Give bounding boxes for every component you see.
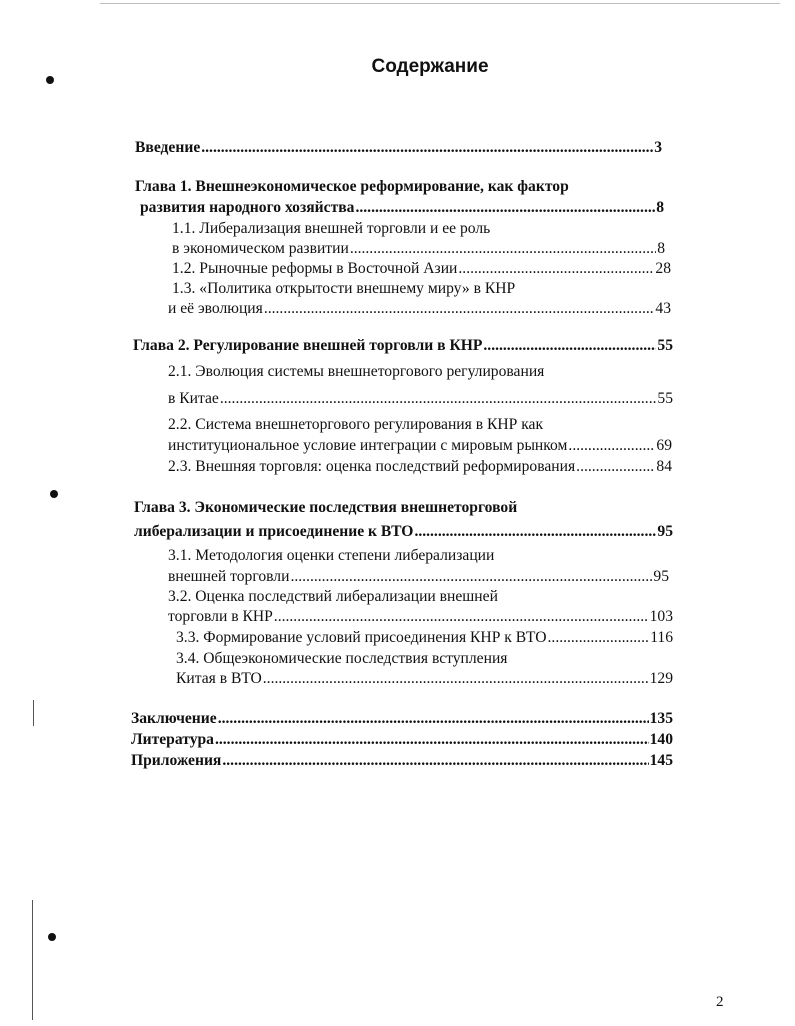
toc-entry-appendix[interactable] [131,751,673,771]
toc-entry-label: внешней торговли [168,568,290,585]
toc-entry-chapter3[interactable] [134,522,673,542]
leader-dots [222,751,648,771]
leader-dots [350,239,656,259]
chapter1-title-line1[interactable]: Глава 1. Внешнеэкономическое реформирование, как фактор [135,178,569,195]
leader-dots [201,138,653,158]
toc-page-number: 55 [657,337,673,354]
scan-edge-mark [33,700,34,726]
leader-dots [263,669,649,689]
toc-entry-chapter2[interactable] [133,336,673,356]
toc-entry-label: Литература [131,731,214,748]
section-1-3-line1[interactable]: 1.3. «Политика открытости внешнему миру» в КНР [172,280,516,297]
section-3-4-line1[interactable]: 3.4. Общеэкономические последствия вступления [176,650,508,667]
toc-entry-label: и её эволюция [168,300,263,317]
toc-page-number: 28 [655,260,671,277]
page-title: Содержание [371,56,489,77]
toc-entry-section-1-3[interactable] [168,299,671,319]
toc-entry-section-3-1[interactable] [168,567,669,587]
toc-entry-section-3-2[interactable] [168,607,673,627]
toc-page-number: 135 [649,710,673,727]
leader-dots [218,709,649,729]
toc-page-number: 129 [649,670,673,687]
toc-entry-label: либерализации и присоединение к ВТО [134,523,414,540]
toc-entry-label: 1.2. Рыночные реформы в Восточной Азии [172,260,458,277]
toc-page-number: 116 [650,629,673,646]
toc-entry-label: в экономическом развитии [172,240,349,257]
toc-entry-label: в Китае [168,390,219,407]
chapter3-title-line1[interactable]: Глава 3. Экономические последствия внешнеторговой [134,499,518,516]
page-number: 2 [716,994,724,1010]
toc-page-number: 43 [655,300,671,317]
toc-entry-section-2-1[interactable] [168,389,673,409]
leader-dots [414,522,656,542]
toc-entry-chapter1[interactable] [140,198,664,218]
toc-page-number: 3 [654,139,662,156]
toc-entry-section-3-3[interactable] [176,628,673,648]
toc-entry-label: Приложения [131,752,222,769]
toc-entry-section-1-1[interactable] [172,239,665,259]
leader-dots [274,607,649,627]
toc-entry-label: институциональное условие интеграции с мировым рынком [168,437,568,454]
leader-dots [215,730,649,750]
toc-entry-section-1-2[interactable] [172,259,671,279]
leader-dots [355,198,655,218]
leader-dots [220,389,657,409]
toc-page-number: 8 [656,199,664,216]
toc-entry-label: Глава 2. Регулирование внешней торговли в КНР [133,337,483,354]
scan-edge-mark [32,900,33,1020]
leader-dots [458,259,654,279]
leader-dots [483,336,656,356]
section-2-2-line1[interactable]: 2.2. Система внешнеторгового регулирования в КНР как [168,416,544,433]
leader-dots [548,628,650,648]
toc-page-number: 8 [657,240,665,257]
punch-hole-speck [46,76,54,84]
punch-hole-speck [50,490,58,498]
section-2-1-line1[interactable]: 2.1. Эволюция системы внешнеторгового регулирования [168,363,545,380]
section-3-2-line1[interactable]: 3.2. Оценка последствий либерализации внешней [168,588,498,605]
leader-dots [568,436,655,456]
scan-top-edge [100,3,780,4]
toc-entry-label: торговли в КНР [168,608,273,625]
toc-entry-intro[interactable] [135,138,662,158]
toc-entry-literature[interactable] [131,730,673,750]
toc-entry-section-2-3[interactable] [168,457,672,477]
toc-entry-label: Введение [135,139,201,156]
section-3-1-line1[interactable]: 3.1. Методология оценки степени либерализации [168,547,495,564]
section-1-1-line1[interactable]: 1.1. Либерализация внешней торговли и ее роль [172,220,491,237]
toc-entry-conclusion[interactable] [131,709,673,729]
toc-entry-label: 2.3. Внешняя торговля: оценка последствий реформирования [168,458,576,475]
leader-dots [576,457,655,477]
punch-hole-speck [48,933,56,941]
toc-page-number: 140 [649,731,673,748]
toc-page-number: 84 [656,458,672,475]
toc-page-number: 69 [656,437,672,454]
leader-dots [290,567,652,587]
toc-entry-label: 3.3. Формирование условий присоединения КНР к ВТО [176,629,547,646]
toc-page-number: 95 [653,568,669,585]
toc-entry-section-3-4[interactable] [176,669,673,689]
toc-page-number: 103 [649,608,673,625]
toc-page-number: 95 [657,523,673,540]
leader-dots [264,299,655,319]
toc-entry-section-2-2[interactable] [168,436,672,456]
toc-entry-label: Заключение [131,710,217,727]
toc-entry-label: Китая в ВТО [176,670,262,687]
toc-page-number: 55 [657,390,673,407]
toc-entry-label: развития народного хозяйства [140,199,355,216]
toc-page-number: 145 [649,752,673,769]
